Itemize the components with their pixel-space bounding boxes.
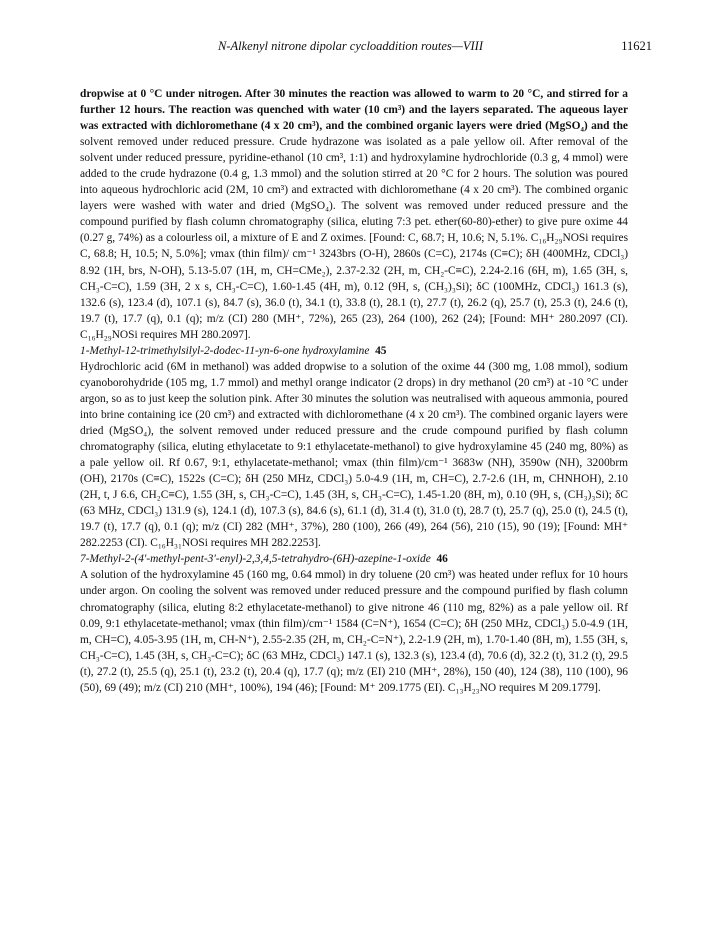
bold-text-run: dropwise at 0 °C under nitrogen. After 30 minutes the reaction was allowed to warm to 20 °C, and stirred for a further 12 hours. The reaction was quenched with water (10 cm³) and the layers separated. The aqueous layer was extracted with dichloromethane (4 x 20 cm³), and the combined organic layers were dried (MgSO₄) and the bbox=[80, 88, 628, 133]
page-number: 11621 bbox=[621, 39, 652, 53]
compound-heading-46 bbox=[80, 551, 628, 567]
compound-number: 45 bbox=[375, 344, 387, 357]
running-head: N-Alkenyl nitrone dipolar cycloaddition routes—VIII bbox=[218, 39, 483, 53]
compound-name: 1-Methyl-12-trimethylsilyl-2-dodec-11-yn-6-one hydroxylamine bbox=[80, 344, 370, 357]
compound-heading-45 bbox=[80, 343, 628, 359]
body-text bbox=[80, 86, 628, 696]
page-header bbox=[0, 38, 701, 54]
compound-name: 7-Methyl-2-(4'-methyl-pent-3'-enyl)-2,3,4,5-tetrahydro-(6H)-azepine-1-oxide bbox=[80, 553, 431, 566]
paragraph-hydroxylamine-45: Hydrochloric acid (6M in methanol) was added dropwise to a solution of the oxime 44 (300 mg, 1.08 mmol), sodium cyanoborohydride (105 mg, 1.7 mmol) and methyl orange indicator (2 drops) in dry methanol (20 cm³) at -10 °C under argon, so as to just keep the solution pink. After 30 minutes the solution was neutralised with aqueous ammonia, poured into brine containing ice (20 cm³) and extracted with dichloromethane (4 x 20 cm³). The combined organic layers were dried (MgSO₄), the solvent removed under reduced pressure and the crude compound purified by flash column chromatography (silica, eluting ethylacetate to 9:1 ethylacetate-methanol) to give hydroxylamine 45 (240 mg, 80%) as a pale yellow oil. Rf 0.67, 9:1, ethylacetate-methanol; νmax (thin film)/cm⁻¹ 3683w (NH), 3590w (NH), 3200brm (OH), 2170s (C≡C), 1522s (C=C); δH (250 MHz, CDCl₃) 5.0-4.9 (1H, m, CH=C), 2.7-2.6 (1H, m, CHNHOH), 2.10 (2H, t, J 6.6, CH₂C≡C), 1.55 (3H, s, CH₃-C=C), 1.45 (3H, s, CH₃-C=C), 1.45-1.20 (8H, m), 0.10 (9H, s, (CH₃)₃Si); δC (63 MHz, CDCl₃) 131.9 (s), 124.1 (d), 107.3 (s), 84.6 (s), 61.1 (d), 31.4 (t), 31.0 (t), 28.7 (t), 25.7 (q), 25.0 (t), 24.5 (t), 19.7 (t), 17.7 (q), 0.1 (q); m/z (CI) 282 (MH⁺, 37%), 280 (100), 266 (49), 264 (56), 210 (15), 90 (19); [Found: MH⁺ 282.2253 (CI). C₁₆H₃₁NOSi requires MH 282.2253]. bbox=[80, 360, 628, 550]
paragraph-oxime-44 bbox=[80, 86, 628, 343]
compound-number: 46 bbox=[436, 553, 448, 566]
plain-text-run: solvent removed under reduced pressure. Crude hydrazone was isolated as a pale yellow oil. After removal of the solvent under reduced pressure, pyridine-ethanol (10 cm³, 1:1) and hydroxylamine hydrochloride (0.3 g, 4 mmol) were added to the crude hydrazone (0.4 g, 1.3 mmol) and the solution stirred at 20 °C for 2 hours. The solution was poured into aqueous hydrochloric acid (2M, 10 cm³) and extracted with dichloromethane (4 x 20 cm³). The combined organic layers were washed with water and dried (MgSO₄). The solvent was removed under reduced pressure and the compound purified by flash column chromatography (silica, eluting 7:3 pet. ether(60-80)-ether) to give pure oxime 44 (0.27 g, 74%) as a colourless oil, a mixture of E and Z oximes. [Found: C, 68.7; H, 10.6; N, 5.1%. C₁₆H₂₉NOSi requires C, 68.8; H, 10.5; N, 5.0%]; νmax (thin film)/ cm⁻¹ 3243brs (O-H), 2860s (C=C), 2174s (C≡C); δH (400MHz, CDCl₃) 8.92 (1H, brs, N-OH), 5.13-5.07 (1H, m, CH=CMe₂), 2.37-2.32 (2H, m, CH₂-C≡C), 2.24-2.16 (6H, m), 1.65 (3H, s, CH₃-C=C), 1.59 (3H, 2 x s, CH₃-C=C), 1.60-1.45 (4H, m), 0.12 (9H, s, (CH₃)₃Si); δC (100MHz, CDCl₃) 161.3 (s), 132.6 (s), 123.4 (d), 107.1 (s), 84.7 (s), 36.0 (t), 34.1 (t), 33.8 (t), 28.1 (t), 27.7 (t), 26.2 (q), 25.7 (t), 25.3 (t), 24.6 (t), 19.7 (t), 17.7 (q), 0.1 (q); m/z (CI) 280 (MH⁺, 72%), 265 (23), 264 (100), 262 (24); [Found: MH⁺ 280.2097 (CI). C₁₆H₂₉NOSi requires MH 280.2097]. bbox=[80, 136, 628, 341]
paragraph-nitrone-46: A solution of the hydroxylamine 45 (160 mg, 0.64 mmol) in dry toluene (20 cm³) was heated under reflux for 10 hours under argon. On cooling the solvent was removed under reduced pressure and the compound purified by flash column chromatography (silica, eluting 8:2 ethylacetate-methanol) to give nitrone 46 (110 mg, 82%) as a pale yellow oil. Rf 0.09, 9:1 ethylacetate-methanol; νmax (thin film)/cm⁻¹ 1584 (C=N⁺), 1654 (C=C); δH (250 MHz, CDCl₃) 5.0-4.9 (1H, m, CH=C), 4.05-3.95 (1H, m, CH-N⁺), 2.55-2.35 (2H, m, CH₂-C=N⁺), 2.2-1.9 (2H, m), 1.70-1.40 (8H, m), 1.55 (3H, s, CH₃-C=C), 1.45 (3H, s, CH₃-C=C); δC (63 MHz, CDCl₃) 147.1 (s), 132.3 (s), 123.4 (d), 70.6 (d), 32.2 (t), 31.2 (t), 29.5 (t), 27.2 (t), 25.5 (q), 25.1 (t), 23.2 (t), 20.4 (q), 17.7 (q); m/z (EI) 210 (MH⁺, 28%), 150 (40), 124 (38), 110 (100), 96 (50), 69 (49); m/z (CI) 210 (MH⁺, 100%), 194 (46); [Found: M⁺ 209.1775 (EI). C₁₃H₂₃NO requires M 209.1779]. bbox=[80, 569, 628, 694]
